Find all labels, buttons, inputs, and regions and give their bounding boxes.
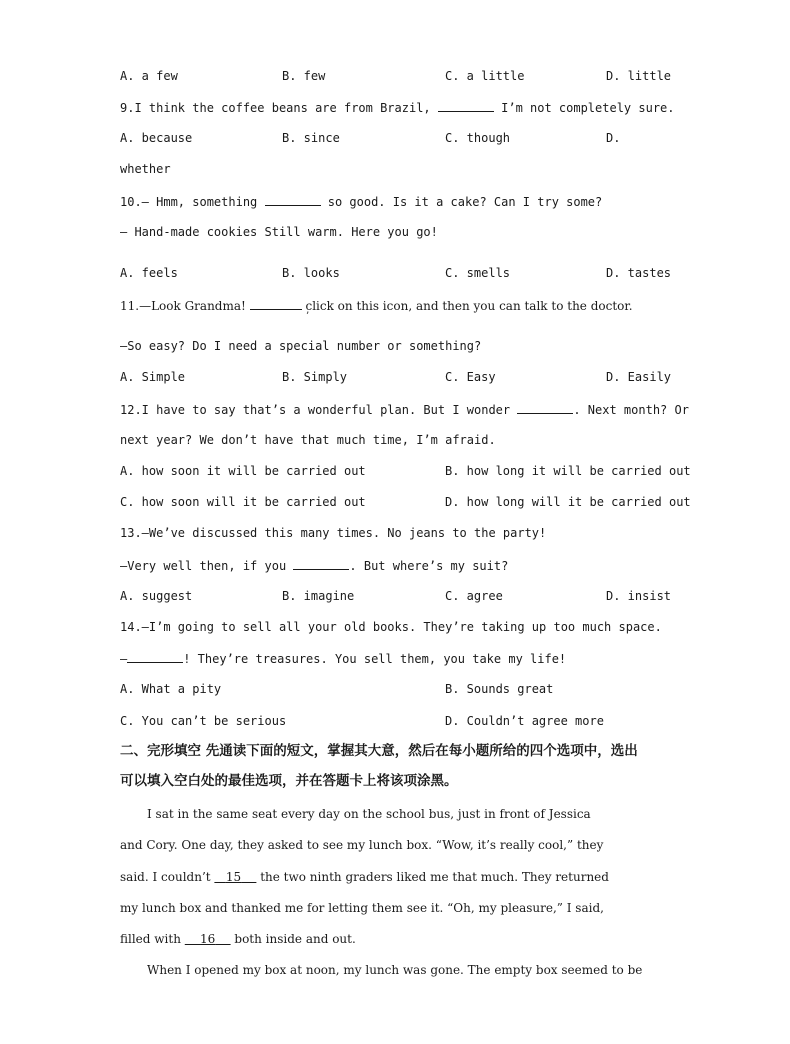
passage-line-3-before: said. I couldn’t	[120, 870, 215, 884]
q12-option-c: C. how soon will it be carried out	[120, 495, 366, 509]
q10-blank	[265, 193, 321, 206]
q12-blank	[517, 401, 573, 414]
q9-option-a: A. because	[120, 131, 193, 145]
q8-option-d: D. little	[606, 69, 672, 83]
passage-line-4: my lunch box and thanked me for letting them see it. “Oh, my pleasure,” I said,	[120, 901, 604, 915]
q10-stem	[120, 193, 672, 210]
q10-option-a: A. feels	[120, 266, 178, 280]
q14-option-b: B. Sounds great	[445, 682, 554, 696]
q11-option-a: A. Simple	[120, 370, 186, 384]
passage-blank-16	[185, 932, 231, 946]
q14-option-d: D. Couldn’t agree more	[445, 714, 604, 728]
q8-option-a: A. a few	[120, 69, 178, 83]
q11-comma-mark: ’	[306, 311, 310, 322]
passage-blank-16-number: 16	[200, 932, 216, 946]
section2-heading-line2: 可以填入空白处的最佳选项，并在答题卡上将该项涂黑。	[120, 773, 458, 789]
passage-line-6: When I opened my box at noon, my lunch was gone. The empty box seemed to be	[147, 963, 643, 977]
q9-stem-after: I’m not completely sure.	[493, 101, 675, 115]
q14-option-a: A. What a pity	[120, 682, 222, 696]
q9-stem-before: 9.I think the coffee beans are from Brazil,	[120, 101, 438, 115]
q9-option-b: B. since	[282, 131, 340, 145]
q12-option-b: B. how long it will be carried out	[445, 464, 691, 478]
q9-option-d: D.	[606, 131, 621, 145]
q9-option-d-wrap: whether	[120, 162, 171, 176]
passage-blank-15-number: 15	[225, 870, 242, 884]
q13-option-d: D. insist	[606, 589, 672, 603]
q9-option-c: C. though	[445, 131, 511, 145]
q10-option-c: C. smells	[445, 266, 511, 280]
q11-option-c: C. Easy	[445, 370, 496, 384]
passage-line-1: I sat in the same seat every day on the school bus, just in front of Jessica	[147, 807, 591, 821]
passage-line-5	[120, 931, 672, 947]
q14-reply-before: —	[120, 652, 128, 666]
q12-stem-line2: next year? We don’t have that much time, I’m afraid.	[120, 433, 496, 447]
q10-option-b: B. looks	[282, 266, 340, 280]
q13-option-c: C. agree	[445, 589, 503, 603]
q13-reply	[120, 557, 672, 574]
q14-stem: 14.—I’m going to sell all your old books. They’re taking up too much space.	[120, 620, 662, 634]
q9-blank	[438, 99, 494, 112]
q11-stem-after: click on this icon, and then you can talk to the doctor.	[301, 299, 633, 313]
q8-option-b: B. few	[282, 69, 326, 83]
q13-reply-after: . But where’s my suit?	[349, 559, 509, 573]
q11-blank	[250, 297, 302, 310]
q11-reply: —So easy? Do I need a special number or something?	[120, 339, 482, 353]
q11-stem-before: 11.—Look Grandma!	[120, 299, 250, 313]
q14-reply-after: ! They’re treasures. You sell them, you take my life!	[183, 652, 567, 666]
passage-line-5-before: filled with	[120, 932, 185, 946]
q11-option-b: B. Simply	[282, 370, 348, 384]
q10-reply: — Hand-made cookies Still warm. Here you go!	[120, 225, 438, 239]
passage-blank-15	[214, 870, 256, 884]
q12-option-d: D. how long will it be carried out	[445, 495, 691, 509]
q8-option-c: C. a little	[445, 69, 525, 83]
q12-stem-before: 12.I have to say that’s a wonderful plan. But I wonder	[120, 403, 518, 417]
q13-option-a: A. suggest	[120, 589, 193, 603]
passage-line-3-after: the two ninth graders liked me that much. They returned	[256, 870, 609, 884]
q10-stem-after: so good. Is it a cake? Can I try some?	[320, 195, 603, 209]
q13-stem: 13.—We’ve discussed this many times. No jeans to the party!	[120, 526, 547, 540]
q12-stem-after: . Next month? Or	[573, 403, 689, 417]
passage-line-2: and Cory. One day, they asked to see my lunch box. “Wow, it’s really cool,” they	[120, 838, 604, 852]
section2-heading-line1: 二、完形填空 先通读下面的短文，掌握其大意，然后在每小题所给的四个选项中，选出	[120, 743, 638, 759]
q14-blank	[127, 650, 183, 663]
q10-option-d: D. tastes	[606, 266, 672, 280]
passage-line-3	[120, 869, 672, 885]
q13-option-b: B. imagine	[282, 589, 355, 603]
q9-stem	[120, 99, 675, 116]
q11-stem	[120, 297, 672, 322]
q12-stem	[120, 401, 689, 418]
q12-option-a: A. how soon it will be carried out	[120, 464, 366, 478]
q11-option-d: D. Easily	[606, 370, 672, 384]
q14-option-c: C. You can’t be serious	[120, 714, 287, 728]
q14-reply	[120, 650, 672, 667]
q10-stem-before: 10.— Hmm, something	[120, 195, 265, 209]
passage-line-5-after: both inside and out.	[230, 932, 356, 946]
q13-reply-before: —Very well then, if you	[120, 559, 294, 573]
q13-blank	[293, 557, 349, 570]
